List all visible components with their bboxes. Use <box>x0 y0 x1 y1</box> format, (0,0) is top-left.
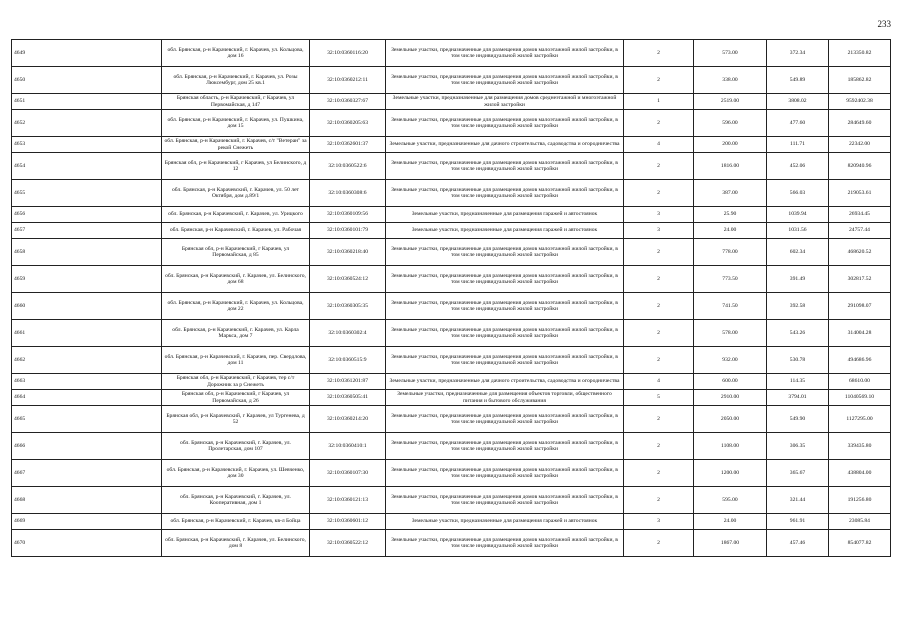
land-use-cell: Земельные участки, предназначенные для размещения домов малоэтажной жилой застройки, в том числе индивидуальной жилой застройки <box>386 487 624 514</box>
unit-cost-cell: 549.90 <box>767 406 829 433</box>
area-cell: 600.00 <box>694 374 767 390</box>
table-row <box>12 406 891 433</box>
cadastral-number-cell: 32:10:0361201:87 <box>310 374 386 390</box>
row-number: 4656 <box>12 207 162 223</box>
cadastral-value-cell: 302817.52 <box>829 266 891 293</box>
table-row <box>12 374 891 390</box>
area-cell: 2050.00 <box>694 406 767 433</box>
area-cell: 24.00 <box>694 514 767 530</box>
unit-cost-cell: 365.67 <box>767 460 829 487</box>
unit-cost-cell: 530.78 <box>767 347 829 374</box>
area-cell: 25.90 <box>694 207 767 223</box>
group-cell: 2 <box>624 347 694 374</box>
unit-cost-cell: 321.44 <box>767 487 829 514</box>
group-cell: 2 <box>624 153 694 180</box>
area-cell: 2519.00 <box>694 94 767 110</box>
row-number: 4659 <box>12 266 162 293</box>
table-row <box>12 239 891 266</box>
address-cell: обл. Брянская, р-н Карачевский, г. Карачев, ул. Рабочая <box>162 223 310 239</box>
group-cell: 5 <box>624 390 694 406</box>
group-cell: 2 <box>624 239 694 266</box>
table-row <box>12 94 891 110</box>
cadastral-value-cell: 191256.80 <box>829 487 891 514</box>
cadastral-value-cell: 26934.45 <box>829 207 891 223</box>
cadastral-value-cell: 291098.07 <box>829 293 891 320</box>
unit-cost-cell: 114.35 <box>767 374 829 390</box>
unit-cost-cell: 392.58 <box>767 293 829 320</box>
land-use-cell: Земельные участки, предназначенные для размещения домов малоэтажной жилой застройки, в том числе индивидуальной жилой застройки <box>386 293 624 320</box>
group-cell: 1 <box>624 94 694 110</box>
cadastral-value-cell: 219053.61 <box>829 180 891 207</box>
area-cell: 773.50 <box>694 266 767 293</box>
table-row <box>12 40 891 67</box>
cadastral-number-cell: 32:10:0360107:30 <box>310 460 386 487</box>
address-cell: обл. Брянская, р-н Карачевский, г. Карачев, ул. Розы Люксембург, дом 25 кв.1 <box>162 67 310 94</box>
unit-cost-cell: 452.06 <box>767 153 829 180</box>
area-cell: 24.00 <box>694 223 767 239</box>
unit-cost-cell: 391.49 <box>767 266 829 293</box>
table-row <box>12 180 891 207</box>
unit-cost-cell: 566.03 <box>767 180 829 207</box>
cadastral-value-cell: 22342.00 <box>829 137 891 153</box>
cadastral-number-cell: 32:10:0360327:67 <box>310 94 386 110</box>
cadastral-value-cell: 284649.60 <box>829 110 891 137</box>
table-row <box>12 110 891 137</box>
row-number: 4662 <box>12 347 162 374</box>
area-cell: 387.00 <box>694 180 767 207</box>
row-number: 4654 <box>12 153 162 180</box>
page-number: 233 <box>877 19 891 29</box>
area-cell: 573.00 <box>694 40 767 67</box>
row-number: 4650 <box>12 67 162 94</box>
unit-cost-cell: 549.89 <box>767 67 829 94</box>
unit-cost-cell: 3794.01 <box>767 390 829 406</box>
cadastral-number-cell: 32:10:0360305:35 <box>310 293 386 320</box>
area-cell: 1108.00 <box>694 433 767 460</box>
area-cell: 200.00 <box>694 137 767 153</box>
group-cell: 3 <box>624 223 694 239</box>
address-cell: обл. Брянская, р-н Карачевский, г. Карачев, ул. Кольцова, дом 16 <box>162 40 310 67</box>
area-cell: 1816.00 <box>694 153 767 180</box>
unit-cost-cell: 1031.56 <box>767 223 829 239</box>
table-row <box>12 293 891 320</box>
address-cell: Брянская обл, р-н Карачевский, г Карачев, ул Первомайская, д 85 <box>162 239 310 266</box>
group-cell: 2 <box>624 40 694 67</box>
row-number: 4651 <box>12 94 162 110</box>
area-cell: 778.00 <box>694 239 767 266</box>
cadastral-number-cell: 32:10:0360218:40 <box>310 239 386 266</box>
cadastral-number-cell: 32:10:0360212:11 <box>310 67 386 94</box>
group-cell: 4 <box>624 137 694 153</box>
address-cell: обл. Брянская, р-н Карачевский, г. Карачев, ул. Шевченко, дом 30 <box>162 460 310 487</box>
row-number: 4670 <box>12 530 162 557</box>
cadastral-number-cell: 32:10:0360524:12 <box>310 266 386 293</box>
area-cell: 1867.00 <box>694 530 767 557</box>
cadastral-value-cell: 854077.82 <box>829 530 891 557</box>
address-cell: Брянская обл, р-н Карачевский, г Карачев, ул Белинского, д 12 <box>162 153 310 180</box>
cadastral-number-cell: 32:10:0360116:20 <box>310 40 386 67</box>
row-number: 4649 <box>12 40 162 67</box>
row-number: 4658 <box>12 239 162 266</box>
land-use-cell: Земельные участки, предназначенные для размещения домов малоэтажной жилой застройки, в том числе индивидуальной жилой застройки <box>386 67 624 94</box>
land-use-cell: Земельные участки, предназначенные для размещения домов малоэтажной жилой застройки, в том числе индивидуальной жилой застройки <box>386 347 624 374</box>
group-cell: 2 <box>624 110 694 137</box>
land-use-cell: Земельные участки, предназначенные для размещения гаражей и автостоянок <box>386 514 624 530</box>
address-cell: обл. Брянская, р-н Карачевский, г. Карачев, ул. Пролетарская, дом 107 <box>162 433 310 460</box>
land-registry-table <box>11 39 891 557</box>
table-row <box>12 460 891 487</box>
table-row <box>12 207 891 223</box>
area-cell: 595.00 <box>694 487 767 514</box>
unit-cost-cell: 457.46 <box>767 530 829 557</box>
group-cell: 3 <box>624 514 694 530</box>
cadastral-number-cell: 32:10:0360522:6 <box>310 153 386 180</box>
unit-cost-cell: 602.34 <box>767 239 829 266</box>
cadastral-number-cell: 32:10:0360601:12 <box>310 514 386 530</box>
cadastral-number-cell: 32:10:0360308:6 <box>310 180 386 207</box>
group-cell: 2 <box>624 460 694 487</box>
cadastral-value-cell: 314004.28 <box>829 320 891 347</box>
table-row <box>12 347 891 374</box>
row-number: 4667 <box>12 460 162 487</box>
address-cell: Брянская обл, р-н Карачевский, г Карачев, ул Первомайская, д 26 <box>162 390 310 406</box>
cadastral-value-cell: 820940.96 <box>829 153 891 180</box>
group-cell: 2 <box>624 293 694 320</box>
address-cell: обл. Брянская, р-н Карачевский, г. Карачев, ул. Кольцова, дом 22 <box>162 293 310 320</box>
unit-cost-cell: 111.71 <box>767 137 829 153</box>
group-cell: 2 <box>624 530 694 557</box>
land-use-cell: Земельные участки, предназначенные для размещения домов малоэтажной жилой застройки, в том числе индивидуальной жилой застройки <box>386 530 624 557</box>
table-row <box>12 390 891 406</box>
land-use-cell: Земельные участки, предназначенные для дачного строительства, садоводства и огородничества <box>386 137 624 153</box>
table-row <box>12 266 891 293</box>
table-row <box>12 487 891 514</box>
group-cell: 3 <box>624 207 694 223</box>
cadastral-number-cell: 32:10:0360515:9 <box>310 347 386 374</box>
cadastral-number-cell: 32:10:0360302:4 <box>310 320 386 347</box>
cadastral-value-cell: 11040569.10 <box>829 390 891 406</box>
cadastral-number-cell: 32:10:0360109:56 <box>310 207 386 223</box>
table-row <box>12 433 891 460</box>
area-cell: 578.00 <box>694 320 767 347</box>
cadastral-value-cell: 24757.44 <box>829 223 891 239</box>
table-row <box>12 137 891 153</box>
cadastral-number-cell: 32:10:0360522:12 <box>310 530 386 557</box>
unit-cost-cell: 3808.02 <box>767 94 829 110</box>
address-cell: обл. Брянская, р-н Карачевский, г. Карачев, кв-л Бойца <box>162 514 310 530</box>
row-number: 4655 <box>12 180 162 207</box>
land-use-cell: Земельные участки, предназначенные для размещения домов малоэтажной жилой застройки, в том числе индивидуальной жилой застройки <box>386 153 624 180</box>
area-cell: 1200.00 <box>694 460 767 487</box>
row-number: 4661 <box>12 320 162 347</box>
address-cell: обл. Брянская, р-н Карачевский, г. Карачев, ул. Урицкого <box>162 207 310 223</box>
land-use-cell: Земельные участки, предназначенные для размещения домов малоэтажной жилой застройки, в том числе индивидуальной жилой застройки <box>386 460 624 487</box>
address-cell: обл. Брянская, р-н Карачевский, г. Карачев, с/т "Ветеран" за рекой Снежеть <box>162 137 310 153</box>
cadastral-number-cell: 32:10:0362601:37 <box>310 137 386 153</box>
address-cell: Брянская обл, р-н Карачевский, г Карачев, ул Тургенева, д 52 <box>162 406 310 433</box>
address-cell: Брянская область, р-н Карачевский, г Карачев, ул Первомайская, д 147 <box>162 94 310 110</box>
group-cell: 2 <box>624 180 694 207</box>
address-cell: обл. Брянская, р-н Карачевский, г. Карачев, ул. Белинского, дом 8 <box>162 530 310 557</box>
land-use-cell: Земельные участки, предназначенные для размещения домов малоэтажной жилой застройки, в том числе индивидуальной жилой застройки <box>386 110 624 137</box>
group-cell: 2 <box>624 487 694 514</box>
land-use-cell: Земельные участки, предназначенные для размещения домов малоэтажной жилой застройки, в том числе индивидуальной жилой застройки <box>386 40 624 67</box>
unit-cost-cell: 543.26 <box>767 320 829 347</box>
row-number: 4665 <box>12 406 162 433</box>
address-cell: обл. Брянская, р-н Карачевский, г. Карачев, пер. Свердлова, дом 11 <box>162 347 310 374</box>
area-cell: 932.00 <box>694 347 767 374</box>
cadastral-value-cell: 9592402.38 <box>829 94 891 110</box>
cadastral-number-cell: 32:10:0360214:20 <box>310 406 386 433</box>
address-cell: обл. Брянская, р-н Карачевский, г. Карачев, ул. Кооперативная, дом 1 <box>162 487 310 514</box>
cadastral-value-cell: 468620.52 <box>829 239 891 266</box>
cadastral-number-cell: 32:10:0360101:79 <box>310 223 386 239</box>
land-use-cell: Земельные участки, предназначенные для размещения объектов торговли, общественного питания и бытового обслуживания <box>386 390 624 406</box>
cadastral-number-cell: 32:10:0360121:13 <box>310 487 386 514</box>
land-use-cell: Земельные участки, предназначенные для размещения гаражей и автостоянок <box>386 223 624 239</box>
group-cell: 2 <box>624 320 694 347</box>
address-cell: Брянская обл, р-н Карачевский, г Карачев, тер с/т Дорожник за р Снежеть <box>162 374 310 390</box>
unit-cost-cell: 372.34 <box>767 40 829 67</box>
land-use-cell: Земельные участки, предназначенные для размещения домов среднеэтажной и многоэтажной жилой застройки <box>386 94 624 110</box>
unit-cost-cell: 1039.94 <box>767 207 829 223</box>
cadastral-value-cell: 438804.00 <box>829 460 891 487</box>
cadastral-value-cell: 185862.82 <box>829 67 891 94</box>
cadastral-value-cell: 339435.80 <box>829 433 891 460</box>
table-row <box>12 153 891 180</box>
land-use-cell: Земельные участки, предназначенные для дачного строительства, садоводства и огородничества <box>386 374 624 390</box>
cadastral-value-cell: 494686.96 <box>829 347 891 374</box>
land-use-cell: Земельные участки, предназначенные для размещения домов малоэтажной жилой застройки, в том числе индивидуальной жилой застройки <box>386 180 624 207</box>
row-number: 4664 <box>12 390 162 406</box>
address-cell: обл. Брянская, р-н Карачевский, г. Карачев, ул. 50 лет Октября, дом д.89/1 <box>162 180 310 207</box>
table-row <box>12 514 891 530</box>
cadastral-value-cell: 68610.00 <box>829 374 891 390</box>
land-use-cell: Земельные участки, предназначенные для размещения домов малоэтажной жилой застройки, в том числе индивидуальной жилой застройки <box>386 406 624 433</box>
row-number: 4669 <box>12 514 162 530</box>
land-use-cell: Земельные участки, предназначенные для размещения домов малоэтажной жилой застройки, в том числе индивидуальной жилой застройки <box>386 239 624 266</box>
land-use-cell: Земельные участки, предназначенные для размещения домов малоэтажной жилой застройки, в том числе индивидуальной жилой застройки <box>386 266 624 293</box>
land-use-cell: Земельные участки, предназначенные для размещения гаражей и автостоянок <box>386 207 624 223</box>
land-use-cell: Земельные участки, предназначенные для размещения домов малоэтажной жилой застройки, в том числе индивидуальной жилой застройки <box>386 320 624 347</box>
group-cell: 2 <box>624 266 694 293</box>
table-row <box>12 223 891 239</box>
row-number: 4666 <box>12 433 162 460</box>
cadastral-value-cell: 1127295.00 <box>829 406 891 433</box>
row-number: 4657 <box>12 223 162 239</box>
cadastral-number-cell: 32:10:0360505:41 <box>310 390 386 406</box>
unit-cost-cell: 477.60 <box>767 110 829 137</box>
cadastral-number-cell: 32:10:0360410:1 <box>310 433 386 460</box>
unit-cost-cell: 961.91 <box>767 514 829 530</box>
group-cell: 2 <box>624 433 694 460</box>
address-cell: обл. Брянская, р-н Карачевский, г. Карачев, ул. Пушкина, дом 15 <box>162 110 310 137</box>
area-cell: 741.50 <box>694 293 767 320</box>
address-cell: обл. Брянская, р-н Карачевский, г. Карачев, ул. Карла Маркса, дом 7 <box>162 320 310 347</box>
address-cell: обл. Брянская, р-н Карачевский, г. Карачев, ул. Белинского, дом 68 <box>162 266 310 293</box>
row-number: 4668 <box>12 487 162 514</box>
table-row <box>12 320 891 347</box>
row-number: 4653 <box>12 137 162 153</box>
area-cell: 2910.00 <box>694 390 767 406</box>
cadastral-number-cell: 32:10:0360205:63 <box>310 110 386 137</box>
group-cell: 2 <box>624 67 694 94</box>
unit-cost-cell: 306.35 <box>767 433 829 460</box>
group-cell: 4 <box>624 374 694 390</box>
cadastral-value-cell: 23085.84 <box>829 514 891 530</box>
area-cell: 338.00 <box>694 67 767 94</box>
table-row <box>12 530 891 557</box>
row-number: 4663 <box>12 374 162 390</box>
land-use-cell: Земельные участки, предназначенные для размещения домов малоэтажной жилой застройки, в том числе индивидуальной жилой застройки <box>386 433 624 460</box>
row-number: 4652 <box>12 110 162 137</box>
group-cell: 2 <box>624 406 694 433</box>
table-body <box>12 40 891 557</box>
row-number: 4660 <box>12 293 162 320</box>
area-cell: 596.00 <box>694 110 767 137</box>
cadastral-value-cell: 213350.82 <box>829 40 891 67</box>
table-row <box>12 67 891 94</box>
